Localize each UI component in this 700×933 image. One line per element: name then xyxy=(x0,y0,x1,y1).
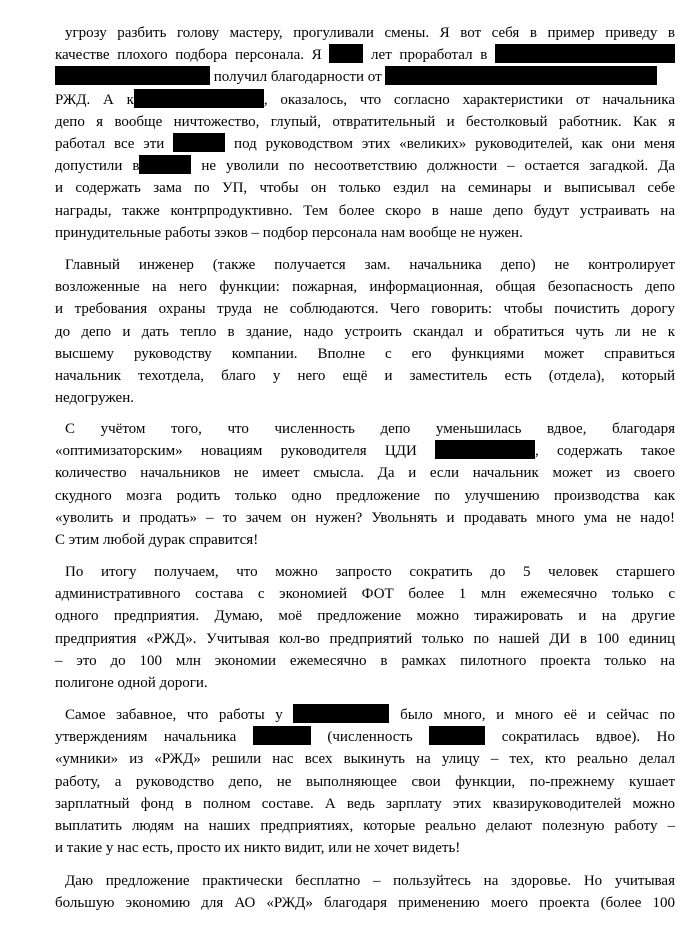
text-segment: , оказалось, что согласно характеристики от начальника xyxy=(263,91,675,108)
text-line xyxy=(55,815,675,837)
text-segment: выплатить людям на наших предприятиях, которые реально делают полезную работу – xyxy=(55,818,675,835)
text-segment: административного состава с экономией ФОТ более 1 млн ежемесячно только с xyxy=(55,586,675,603)
text-line xyxy=(55,726,675,748)
paragraph-2 xyxy=(55,254,675,409)
text-segment: депо я вообще ничтожество, глупый, отвратительный и бестолковый работник. Как я xyxy=(55,113,675,130)
text-segment: лет проработал в xyxy=(363,47,495,64)
redaction-block xyxy=(55,66,210,85)
text-line xyxy=(55,837,675,859)
redaction-block xyxy=(429,726,485,745)
text-line xyxy=(55,561,675,583)
text-segment: По итогу получаем, что можно запросто сократить до 5 человек старшего xyxy=(65,564,675,580)
text-line xyxy=(55,298,675,320)
paragraph-6 xyxy=(55,870,675,914)
text-segment: скудного мозга родить только одно предложение по улучшению производства как xyxy=(55,487,675,504)
text-segment: высшему руководству компании. Вполне с его функциями может справиться xyxy=(55,345,675,362)
text-line xyxy=(55,276,675,298)
text-line xyxy=(55,418,675,440)
text-segment: было много, и много её и сейчас по xyxy=(389,707,675,723)
paragraph-5 xyxy=(55,704,675,859)
text-line xyxy=(55,462,675,484)
text-line xyxy=(55,155,675,177)
text-segment: РЖД. А к xyxy=(55,91,134,108)
text-segment: большую экономию для АО «РЖД» благодаря применению моего проекта (более 100 xyxy=(55,895,675,912)
redaction-block xyxy=(139,155,191,174)
text-line xyxy=(55,771,675,793)
text-line xyxy=(55,605,675,627)
text-line xyxy=(55,365,675,387)
text-segment: угрозу разбить голову мастеру, прогуливали смены. Я вот себя в пример приведу в xyxy=(65,25,675,41)
text-segment: (численность xyxy=(310,729,430,746)
text-line xyxy=(55,892,675,914)
text-line xyxy=(55,254,675,276)
redaction-block xyxy=(253,726,311,745)
text-segment: сократилась вдвое). Но xyxy=(485,729,675,746)
text-segment: «оптимизаторским» новациям руководителя ЦДИ xyxy=(55,443,436,460)
text-line xyxy=(55,66,675,88)
text-line xyxy=(55,440,675,462)
text-segment: до депо и дать тепло в здание, надо устроить скандал и обратиться чуть ли не к xyxy=(55,323,675,340)
text-segment: зарплатный фонд в полном составе. А ведь зарплату этих квазируководителей можно xyxy=(55,795,675,812)
text-segment: Главный инженер (также получается зам. начальника депо) не контролирует xyxy=(65,257,675,273)
text-line xyxy=(55,529,675,551)
text-line xyxy=(55,583,675,605)
text-segment: качестве плохого подбора персонала. Я xyxy=(55,47,330,64)
text-segment: , содержать такое xyxy=(535,443,675,460)
paragraph-3 xyxy=(55,418,675,551)
text-segment: не уволили по несоответствию должности – остается загадкой. Да xyxy=(191,158,675,175)
text-line xyxy=(55,672,675,694)
text-segment: одного предприятия. Думаю, моё предложение можно тиражировать и на другие xyxy=(55,608,675,625)
redaction-block xyxy=(134,89,264,108)
text-segment: полигоне одной дороги. xyxy=(55,675,208,692)
text-segment: под руководством этих «великих» руководителей, как они меня xyxy=(225,136,675,153)
text-segment: награды, также контрпродуктивно. Тем более скоро в наше депо будут устраивать на xyxy=(55,202,675,219)
text-segment: «умники» из «РЖД» решили нас всех выкинуть на улицу – тех, кто реально делал xyxy=(55,751,675,768)
redaction-block xyxy=(329,44,363,63)
text-segment: принудительные работы зэков – подбор персонала нам вообще не нужен. xyxy=(55,224,523,241)
text-segment: и такие у нас есть, просто их никто видит, или не хочет видеть! xyxy=(55,840,461,857)
text-segment: и требования охраны труда не соблюдаются. Чего говорить: чтобы почистить дорогу xyxy=(55,301,675,318)
text-segment: С учётом того, что численность депо уменьшилась вдвое, благодаря xyxy=(65,421,675,437)
text-segment: допустили в xyxy=(55,158,140,175)
redaction-block xyxy=(173,133,225,152)
text-line xyxy=(55,387,675,409)
text-segment: работу, а руководство депо, не выполняющее свои функции, по-прежнему кушает xyxy=(55,773,675,790)
redaction-block xyxy=(293,704,389,723)
text-line xyxy=(55,133,675,155)
text-segment: начальник техотдела, благо у него ещё и заместитель есть (отдела), который xyxy=(55,368,675,385)
paragraph-4 xyxy=(55,561,675,694)
text-line xyxy=(55,177,675,199)
text-segment: и содержать зама по УП, чтобы он только ездил на семинары и выписывал себе xyxy=(55,180,675,197)
text-line xyxy=(55,222,675,244)
text-segment: Даю предложение практически бесплатно – пользуйтесь на здоровье. Но учитывая xyxy=(65,873,675,889)
text-segment: предприятия «РЖД». Учитывая кол-во предприятий только по нашей ДИ в 100 единиц xyxy=(55,630,675,647)
text-segment: возложенные на него функции: пожарная, информационная, общая безопасность депо xyxy=(55,279,675,296)
text-segment: количество начальников не имеет смысла. Да и если начальник может из своего xyxy=(55,465,675,482)
text-line xyxy=(55,343,675,365)
text-line xyxy=(55,793,675,815)
text-line xyxy=(55,22,675,44)
text-line xyxy=(55,485,675,507)
text-line xyxy=(55,44,675,66)
redaction-block xyxy=(385,66,657,85)
text-line xyxy=(55,748,675,770)
redaction-block xyxy=(495,44,675,63)
paragraph-1 xyxy=(55,22,675,244)
text-segment: работал все эти xyxy=(55,136,174,153)
text-line xyxy=(55,704,675,726)
text-segment: недогружен. xyxy=(55,390,134,407)
text-line xyxy=(55,628,675,650)
text-line xyxy=(55,870,675,892)
text-line xyxy=(55,111,675,133)
redaction-block xyxy=(435,440,535,459)
text-line xyxy=(55,200,675,222)
text-line xyxy=(55,321,675,343)
text-segment: «уволить и продать» – то зачем он нужен? Увольнять и продавать много ума не надо! xyxy=(55,509,675,526)
text-segment: утверждениям начальника xyxy=(55,729,253,746)
text-segment: С этим любой дурак справится! xyxy=(55,532,259,549)
text-segment: Самое забавное, что работы у xyxy=(65,707,294,723)
text-line xyxy=(55,650,675,672)
text-segment: получил благодарности от xyxy=(210,69,386,86)
text-line xyxy=(55,89,675,111)
text-segment: – это до 100 млн экономии ежемесячно в рамках пилотного проекта только на xyxy=(55,652,675,669)
text-line xyxy=(55,507,675,529)
